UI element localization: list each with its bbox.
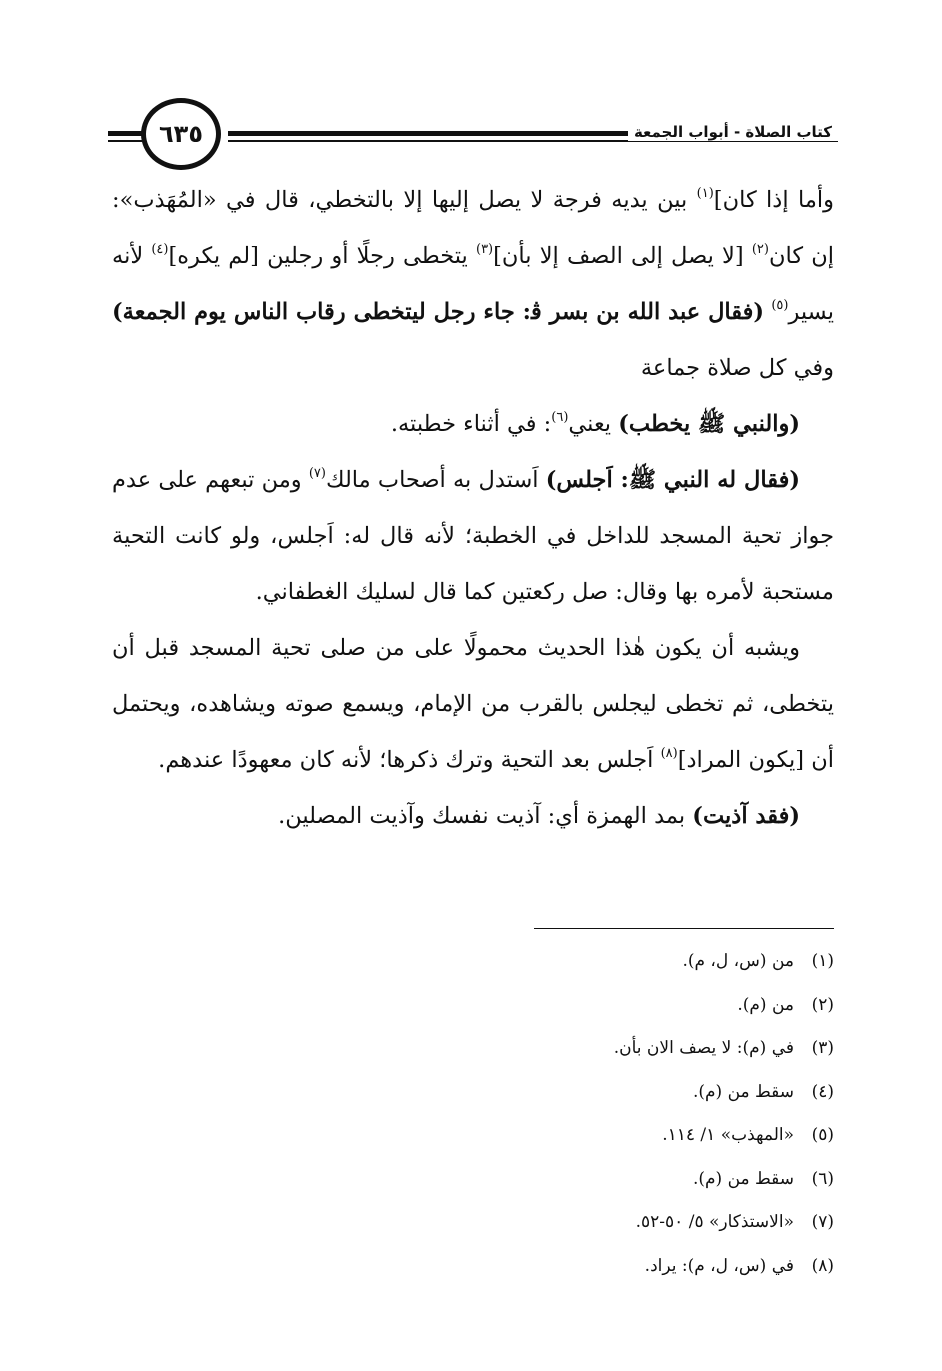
footnote-ref: (٨) <box>660 746 678 761</box>
footnote-item: (١)من (س، ل، م). <box>682 951 834 971</box>
running-head: كتاب الصلاة - أبواب الجمعة <box>628 123 838 141</box>
footnote-separator <box>534 928 834 929</box>
footnote-ref: (٣) <box>475 242 494 257</box>
hadith-quote: (والنبي ﷺ يخطب) <box>618 411 800 437</box>
footnote-ref: (٥) <box>771 298 789 313</box>
footnote-item: (٥)«المهذب» ١/ ١١٤. <box>662 1125 834 1145</box>
footnote-ref: (٧) <box>308 466 326 481</box>
footnotes <box>434 940 834 1288</box>
paragraph-5: (فقد آذيت) بمد الهمزة أي: آذيت نفسك وآذيت المصلين. <box>278 803 800 829</box>
paragraph-1: وأما إذا كان]$^{(١)}$ بين يديه فرجة لا يصل إليها إلا بالتخطي، قال في «المُهَذب»: إن كان$^{(٢)}$ [لا يصل إلى الصف إلا بأن]$^{(٣)}$ يتخطى رجلًا أو رجلين [لم يكره]$^{(٤)}$ لأنه يسير$^{(٥)}$ (فقال عبد الله بن بسر ﭬ: جاء رجل ليتخطى رقاب الناس يوم الجمعة) وفي كل صلاة جماعة <box>112 186 834 381</box>
footnote-item: (٨)في (س، ل، م): يراد. <box>644 1255 834 1276</box>
paragraph-4: ويشبه أن يكون هٰذا الحديث محمولًا على من صلى تحية المسجد قبل أن يتخطى، ثم تخطى ليجلس بالقرب من الإمام، ويسمع صوته ويشاهده، ويحتمل أن [يكون المراد]$^{(٨)}$ اَجلس بعد التحية وترك ذكرها؛ لأنه كان معهودًا عندهم. <box>112 635 834 773</box>
footnote-ref: (٦) <box>551 410 569 425</box>
hadith-quote: (فقال له النبي ﷺ: اَجلس) <box>545 467 800 493</box>
page-header <box>108 96 838 176</box>
footnote-item: (٢)من (م). <box>737 994 834 1015</box>
footnote-ref: (١) <box>696 186 714 201</box>
hadith-quote: (فقد آذيت) <box>692 803 800 829</box>
main-text <box>112 172 834 844</box>
paragraph-2: (والنبي ﷺ يخطب) يعني$^{(٦)}$: في أثناء خطبته. <box>390 410 800 437</box>
footnote-item: (٤)سقط من (م). <box>692 1081 834 1102</box>
page-number: ٦٣٥ <box>141 98 221 170</box>
footnote-item: (٧)«الاستذكار» ٥/ ٥٠-٥٢. <box>635 1212 834 1232</box>
hadith-quote: (فقال عبد الله بن بسر ﭬ: جاء رجل ليتخطى رقاب الناس يوم الجمعة) <box>112 299 765 325</box>
paragraph-3: (فقال له النبي ﷺ: اَجلس) اَستدل به أصحاب مالك$^{(٧)}$ ومن تبعهم على عدم جواز تحية المسجد للداخل في الخطبة؛ لأنه قال له: اَجلس، ولو كانت التحية مستحبة لأمره بها وقال: صل ركعتين كما قال لسليك الغطفاني. <box>112 466 834 605</box>
footnote-ref: (٢) <box>751 242 769 257</box>
footnote-item: (٦)سقط من (م). <box>692 1168 834 1189</box>
footnote-ref: (٤) <box>151 242 169 257</box>
footnote-item: (٣)في (م): لا يصف الان بأن. <box>613 1038 834 1058</box>
